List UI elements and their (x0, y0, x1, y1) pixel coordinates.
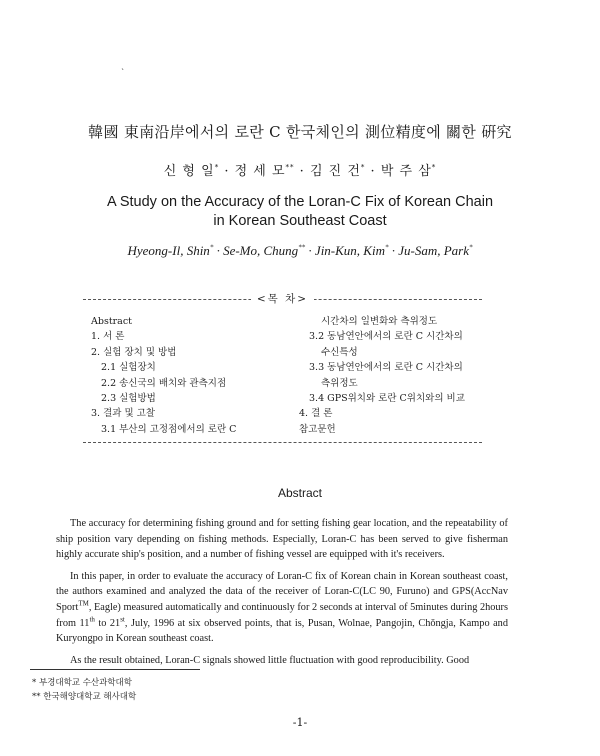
author-en-1: Hyeong-Il, Shin (127, 243, 210, 258)
toc-right-column (299, 314, 479, 437)
toc-item: 3. 결과 및 고찰 (91, 408, 156, 420)
abstract-paragraph-1: The accuracy for determining fishing ground and for setting fishing gear location, and the repeatability of ship position vary depending on fishing methods. Especially, Loran-C has been served to give fisherman highly accurate ship's position, and a number of fishing vessel are equipped with it's receivers. (56, 518, 508, 561)
author-en-4: Ju-Sam, Park (398, 243, 469, 258)
footnote-2: ** 한국해양대학교 해사대학 (32, 692, 137, 702)
toc-item: 1. 서 론 (91, 331, 125, 343)
author-en-3: Jin-Kun, Kim (314, 243, 385, 258)
toc-item: 3.2 동남연안에서의 로란 C 시간차의 (309, 331, 463, 343)
toc-left-column (91, 314, 291, 437)
author-ko-3: 김 진 건 (309, 164, 361, 179)
toc-item: 시간차의 일변화와 측위정도 (321, 316, 438, 327)
toc-item: 2.2 송신국의 배치와 관측지점 (101, 377, 227, 389)
abstract-heading: Abstract (277, 486, 322, 500)
toc-item: 4. 결 론 (299, 408, 333, 420)
toc-item: 2.3 실험방법 (101, 393, 156, 405)
toc-title: <목 차> (251, 293, 314, 305)
korean-title: 韓國 東南沿岸에서의 로란 C 한국체인의 測位精度에 關한 硏究 (88, 123, 512, 141)
author-ko-1: 신 형 일 (163, 164, 215, 179)
toc-item: 3.3 동남연안에서의 로란 C 시간차의 (309, 362, 463, 374)
page-number: -1- (292, 716, 308, 729)
toc-item: 2.1 실험장치 (101, 362, 156, 374)
english-title-line-1: A Study on the Accuracy of the Loran-C Fix of Korean Chain (106, 194, 494, 210)
toc-item: 2. 실험 장치 및 방법 (91, 346, 177, 358)
author-en-2: Se-Mo, Chung (223, 243, 299, 258)
toc-item: 참고문헌 (299, 423, 336, 435)
korean-authors: 신 형 일* · 정 세 모** · 김 진 건* · 박 주 삼* (163, 163, 437, 179)
english-title (0, 193, 600, 231)
toc-item: 수신특성 (321, 346, 358, 358)
toc-item: 3.1 부산의 고정점에서의 로란 C (101, 423, 237, 435)
abstract-body (56, 516, 508, 674)
toc-item: Abstract (91, 316, 132, 327)
footnote-divider (30, 669, 200, 670)
abstract-paragraph-2: In this paper, in order to evaluate the accuracy of Loran-C fix of Korean chain in Korean southeast coast, the authors examined and analyzed the data of the receiver of Loran-C(LC 90, Furuno) and GPS(AccNav Sport™, Eagle) measured automatically and continuously for 2 seconds at interval of 5minutes during 2hours from 11th to 21st, July, 1996 at six observed points, that is, Pusan, Wolnae, Pangojin, Chǒngja, Kampo and Kuryongpo in Korean southeast coast. (56, 570, 508, 645)
stray-mark: ` (121, 68, 125, 77)
table-of-contents (83, 293, 482, 443)
toc-item: 측위정도 (321, 377, 358, 389)
toc-item: 3.4 GPS위치와 로란 C위치와의 비교 (309, 393, 465, 405)
english-authors: Hyeong-Il, Shin* · Se-Mo, Chung** · Jin-Kun, Kim* · Ju-Sam, Park* (127, 243, 473, 258)
footnotes (32, 676, 136, 704)
author-ko-2: 정 세 모 (234, 164, 286, 179)
english-title-line-2: in Korean Southeast Coast (213, 213, 387, 229)
footnote-1: * 부경대학교 수산과학대학 (32, 678, 132, 688)
author-ko-4: 박 주 삼 (380, 164, 432, 179)
abstract-paragraph-3: As the result obtained, Loran-C signals showed little fluctuation with good reproducibility. Good (70, 654, 470, 666)
